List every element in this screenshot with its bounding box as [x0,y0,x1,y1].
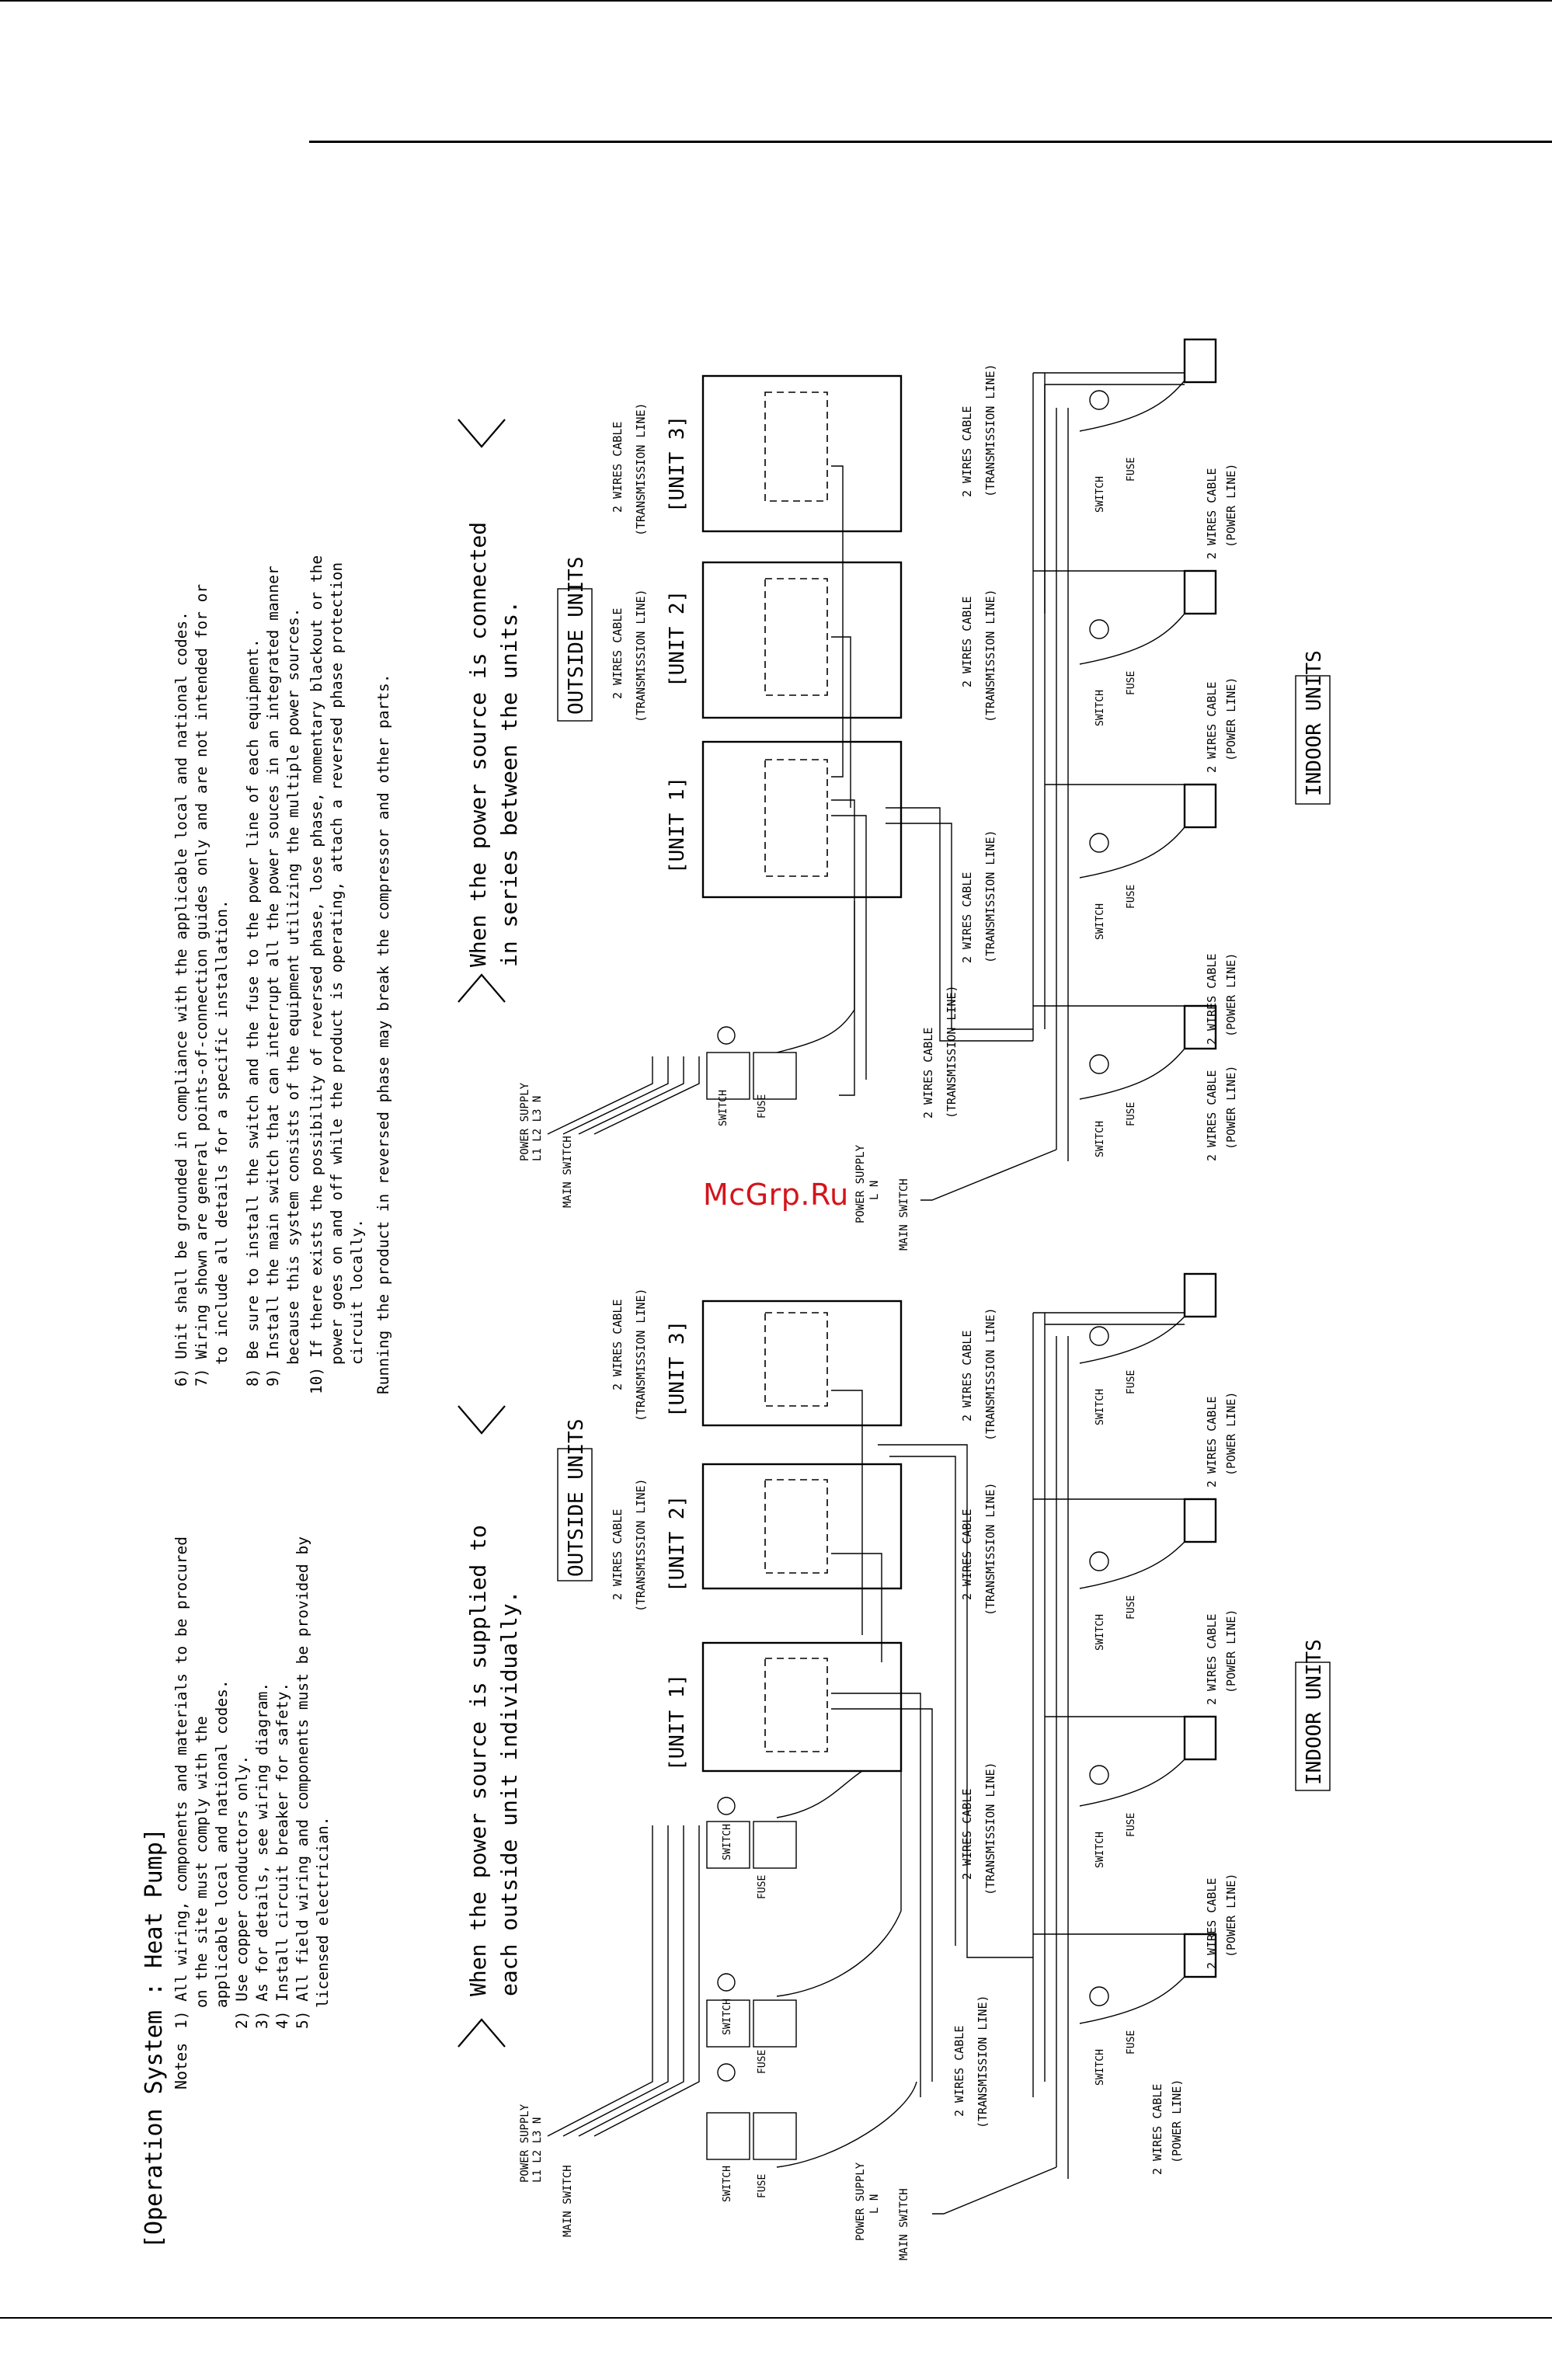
fuse-label: FUSE [1126,2030,1137,2055]
cable-sub-label: (POWER LINE) [1224,1609,1238,1693]
cable-sub-label: (TRANSMISSION LINE) [983,830,997,963]
phase-label: L1 L2 L3 N [531,1095,544,1161]
outdoor-unit-3 [703,376,901,531]
cable-label: 2 WIRES CABLE [960,872,974,963]
note-line: 7) Wiring shown are general points-of-connection guides only and are not intended for or [193,583,211,1387]
cable-sub-label: (POWER LINE) [1224,463,1238,548]
cable-label: 2 WIRES CABLE [960,596,974,687]
fuse-label: FUSE [1126,1595,1137,1620]
note-line: licensed electrician. [314,1816,332,2008]
switch-label: SWITCH [1094,1832,1106,1868]
main-switch-label: MAIN SWITCH [898,2188,910,2260]
cable-label: 2 WIRES CABLE [1205,953,1219,1045]
caption-line: each outside unit individually. [496,1590,522,1996]
switch-label: SWITCH [1094,1389,1106,1425]
cable-label: 2 WIRES CABLE [960,1508,974,1600]
note-line: applicable local and national codes. [213,1679,231,2008]
page-title: [Operation System : Heat Pump] [141,1828,168,2249]
note-line: 1) All wiring, components and materials to be procured [172,1536,190,2029]
phase-label: L1 L2 L3 N [531,2117,544,2183]
cable-label: 2 WIRES CABLE [952,2025,966,2117]
unit-label: [UNIT 3] [666,1320,689,1418]
fuse-label: FUSE [757,1874,768,1899]
fuse-label: FUSE [1126,1812,1137,1837]
cable-sub-label: (TRANSMISSION LINE) [634,402,648,536]
note-line: 6) Unit shall be grounded in compliance with the applicable local and national codes. [172,611,190,1387]
cable-label: 2 WIRES CABLE [960,1788,974,1880]
cable-sub-label: (POWER LINE) [1224,1065,1238,1150]
power-supply-label: POWER SUPPLY [854,2162,867,2241]
cable-label: 2 WIRES CABLE [921,1027,935,1119]
outdoor-unit-2 [703,1464,901,1588]
fuse-label: FUSE [1126,884,1137,909]
ground-icon [718,1027,735,1044]
unit-label: [UNIT 2] [666,1494,689,1592]
main-switch-label: MAIN SWITCH [898,1178,910,1251]
caption-individual [458,1406,522,2047]
switch-label: SWITCH [718,1090,729,1126]
ground-icon [718,1974,735,1991]
fuse-box [753,2113,796,2159]
switch-label: SWITCH [722,2166,733,2202]
note-line: 10) If there exists the possibility of reversed phase, lose phase, momentary blackout or the [308,555,325,1394]
indoor-unit [1185,1499,1216,1542]
main-switch-label: MAIN SWITCH [562,2165,574,2237]
fuse-label: FUSE [757,2173,768,2198]
switch-label: SWITCH [1094,903,1106,940]
bracket-icon [458,975,505,1002]
outside-units-label: OUTSIDE UNITS [565,1418,588,1577]
cable-label: 2 WIRES CABLE [1150,2083,1164,2175]
switch-label: SWITCH [1094,1121,1106,1157]
cable-sub-label: (TRANSMISSION LINE) [983,1307,997,1441]
note-line: circuit locally. [348,1219,366,1365]
cable-label: 2 WIRES CABLE [1205,1070,1219,1161]
cable-label: 2 WIRES CABLE [611,1508,625,1600]
indoor-unit [1185,785,1216,827]
cable-sub-label: (TRANSMISSION LINE) [983,364,997,497]
indoor-unit [1185,1717,1216,1759]
note-line: on the site must comply with the [193,1716,211,2008]
fuse-label: FUSE [1126,670,1137,695]
cable-sub-label: (TRANSMISSION LINE) [634,589,648,722]
indoor-units-label: INDOOR UNITS [1303,1639,1326,1785]
notes-label: Notes [172,2042,190,2089]
unit-label: [UNIT 2] [666,590,689,687]
cable-label: 2 WIRES CABLE [1205,1613,1219,1705]
fuse-label: FUSE [757,1094,768,1119]
switch-label: SWITCH [1094,476,1106,513]
fuse-box [753,2000,796,2047]
cable-sub-label: (POWER LINE) [1224,1873,1238,1957]
indoor-breaker [1090,1327,1108,2006]
fuse-box [753,1822,796,1868]
notes-list-continued [172,555,392,1394]
fuse-label: FUSE [1126,1101,1137,1126]
cable-sub-label: (TRANSMISSION LINE) [945,985,959,1119]
indoor-unit [1185,1274,1216,1317]
cable-sub-label: (TRANSMISSION LINE) [634,1478,648,1612]
watermark-text: McGrp.Ru [703,1178,849,1212]
switch-label: SWITCH [1094,2049,1106,2086]
cable-label: 2 WIRES CABLE [611,607,625,699]
cable-sub-label: (POWER LINE) [1224,952,1238,1037]
phase-label: L N [868,1180,881,1200]
ground-icon [718,2064,735,2081]
phase-label: L N [868,2194,881,2214]
switch-label: SWITCH [722,1824,733,1860]
fuse-label: FUSE [757,2049,768,2074]
outdoor-unit-3 [703,1301,901,1425]
caption-line: When the power source is supplied to [465,1525,491,1996]
note-line: 9) Install the main switch that can interrupt all the power souces in an integrated manner [264,565,282,1387]
switch-label: SWITCH [1094,690,1106,726]
switch-box [707,2113,750,2159]
cable-sub-label: (POWER LINE) [1170,2079,1184,2163]
note-line: 5) All field wiring and components must be provided by [294,1536,311,2029]
cable-label: 2 WIRES CABLE [1205,468,1219,559]
cable-sub-label: (TRANSMISSION LINE) [983,1762,997,1895]
diagram-series [519,339,1330,1251]
outdoor-unit-1 [703,742,901,897]
bracket-icon [458,1406,505,1433]
bracket-icon [458,2020,505,2047]
note-line: 3) As for details, see wiring diagram. [253,1682,271,2029]
cable-sub-label: (POWER LINE) [1224,677,1238,761]
outdoor-unit-2 [703,562,901,718]
cable-label: 2 WIRES CABLE [611,1299,625,1390]
fuse-label: FUSE [1126,1369,1137,1394]
note-line: 2) Use copper conductors only. [233,1755,251,2029]
cable-label: 2 WIRES CABLE [960,405,974,497]
note-line: power goes on and off while the product is operating, attach a reversed phase protection [328,562,346,1365]
unit-label: [UNIT 1] [666,1673,689,1771]
note-line: to include all details for a specific installation. [213,899,231,1365]
bracket-icon [458,419,505,447]
outside-units-label: OUTSIDE UNITS [565,556,588,715]
caption-line: When the power source is connected [465,521,491,967]
diagram-individual [519,1274,1330,2260]
note-line: 4) Install circuit breaker for safety. [273,1682,291,2029]
switch-label: SWITCH [722,1999,733,2035]
cable-label: 2 WIRES CABLE [1205,1877,1219,1969]
fuse-label: FUSE [1126,457,1137,482]
cable-sub-label: (TRANSMISSION LINE) [976,1995,990,2128]
power-supply-label: POWER SUPPLY [519,1082,531,1161]
caption-series [458,419,522,1002]
indoor-units-label: INDOOR UNITS [1303,650,1326,796]
cable-sub-label: (TRANSMISSION LINE) [983,1482,997,1616]
switch-label: SWITCH [1094,1614,1106,1651]
power-supply-label: POWER SUPPLY [519,2103,531,2183]
note-line: because this system consists of the equipment utilizing the multiple power sources. [284,607,302,1365]
caption-line: in series between the units. [496,600,522,967]
fuse-box [753,1053,796,1099]
cable-label: 2 WIRES CABLE [1205,1396,1219,1488]
unit-label: [UNIT 1] [666,776,689,874]
cable-label: 2 WIRES CABLE [611,421,625,513]
power-supply-label: POWER SUPPLY [854,1144,867,1223]
indoor-unit [1185,571,1216,614]
cable-sub-label: (TRANSMISSION LINE) [634,1288,648,1421]
note-line: 8) Be sure to install the switch and the fuse to the power line of each equipment. [244,638,262,1387]
unit-label: [UNIT 3] [666,415,689,513]
cable-label: 2 WIRES CABLE [1205,681,1219,773]
cable-label: 2 WIRES CABLE [960,1330,974,1421]
cable-sub-label: (POWER LINE) [1224,1391,1238,1476]
main-switch-label: MAIN SWITCH [562,1136,574,1208]
note-line: Running the product in reversed phase may break the compressor and other parts. [374,673,392,1394]
ground-icon [718,1797,735,1815]
indoor-unit [1185,339,1216,382]
notes-list [172,1536,332,2029]
cable-sub-label: (TRANSMISSION LINE) [983,589,997,722]
